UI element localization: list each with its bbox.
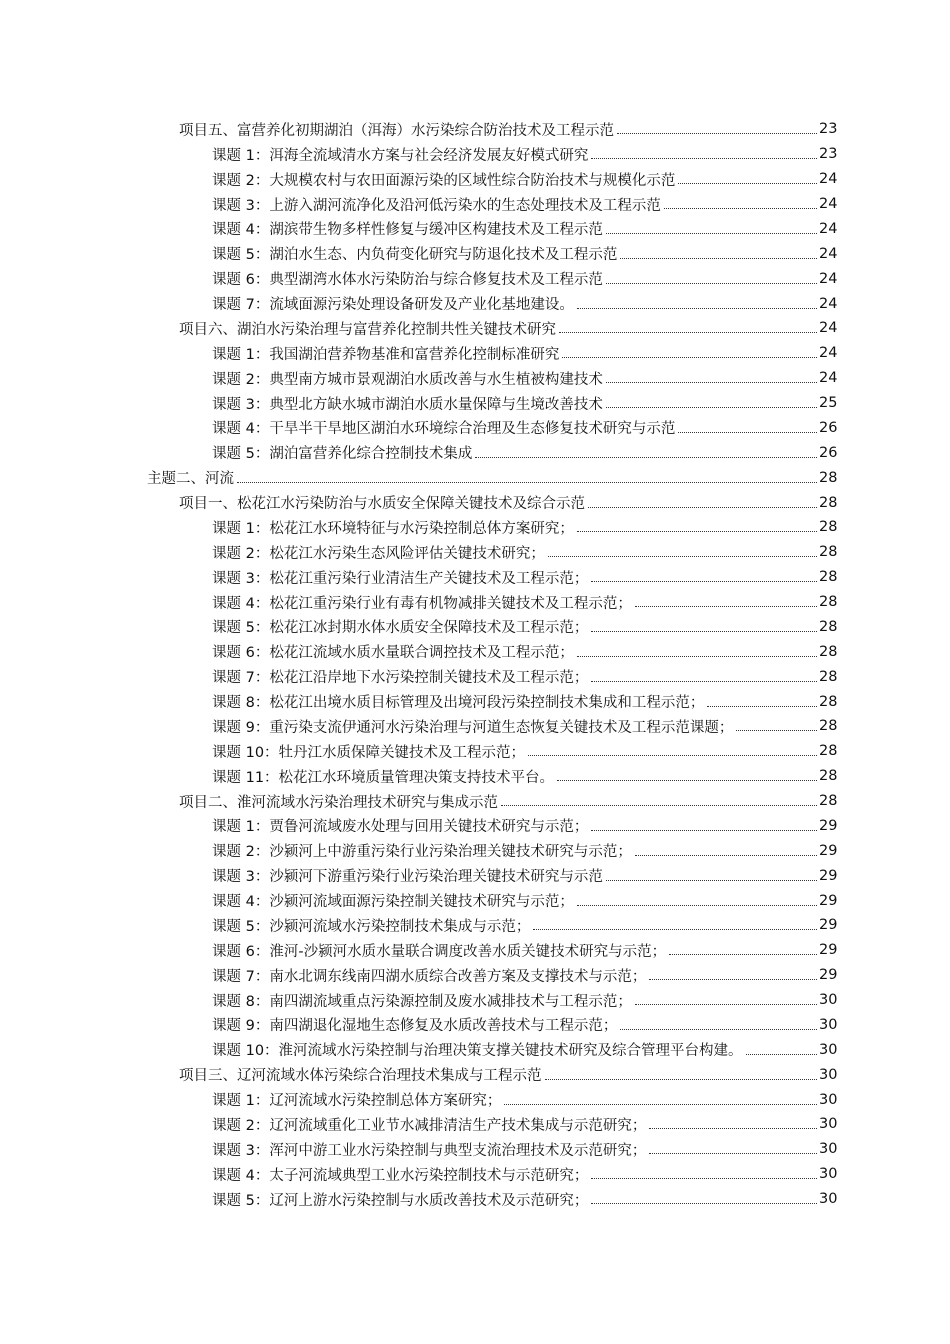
- toc-entry-page-number: 24: [819, 245, 838, 262]
- toc-entry-page-number: 29: [819, 917, 838, 934]
- toc-entry[interactable]: [0, 838, 950, 863]
- toc-entry-title: 课题 10：牡丹江水质保障关键技术及工程示范；: [212, 744, 526, 761]
- toc-entry[interactable]: [0, 1162, 950, 1187]
- toc-entry-page-number: 26: [819, 419, 838, 436]
- dot-leader: [617, 132, 817, 134]
- toc-entry-page-number: 28: [819, 743, 838, 760]
- toc-entry[interactable]: [0, 1062, 950, 1087]
- toc-entry[interactable]: [0, 615, 950, 640]
- toc-entry-title: 课题 10：淮河流域水污染控制与治理决策支撑关键技术研究及综合管理平台构建。: [212, 1043, 743, 1060]
- toc-entry-page-number: 25: [819, 395, 838, 412]
- toc-entry-page-number: 30: [819, 1066, 838, 1083]
- toc-entry-title: 项目二、淮河流域水污染治理技术研究与集成示范: [179, 794, 498, 811]
- toc-entry-page-number: 28: [819, 693, 838, 710]
- toc-entry-page-number: 24: [819, 171, 838, 188]
- toc-entry-page-number: 28: [819, 718, 838, 735]
- dot-leader: [678, 431, 817, 433]
- toc-entry-title: 课题 7：流域面源污染处理设备研发及产业化基地建设。: [212, 297, 574, 314]
- toc-entry-title: 课题 2：大规模农村与农田面源污染的区域性综合防治技术与规模化示范: [212, 172, 676, 189]
- toc-entry-title: 课题 5：湖泊富营养化综合控制技术集成: [212, 446, 473, 463]
- toc-entry-page-number: 30: [819, 1191, 838, 1208]
- dot-leader: [591, 157, 817, 159]
- toc-entry-title: 课题 11：松花江水环境质量管理决策支持技术平台。: [212, 769, 555, 786]
- dot-leader: [606, 879, 817, 881]
- dot-leader: [533, 928, 817, 930]
- dot-leader: [577, 904, 817, 906]
- dot-leader: [707, 705, 817, 707]
- toc-entry-title: 课题 3：上游入湖河流净化及沿河低污染水的生态处理技术及工程示范: [212, 197, 661, 214]
- toc-entry[interactable]: [0, 1037, 950, 1062]
- dot-leader: [649, 1152, 817, 1154]
- toc-entry-page-number: 28: [819, 544, 838, 561]
- toc-entry-title: 课题 9：重污染支流伊通河水污染治理与河道生态恢复关键技术及工程示范课题；: [212, 719, 734, 736]
- toc-entry-page-number: 28: [819, 793, 838, 810]
- dot-leader: [577, 655, 817, 657]
- toc-entry-title: 课题 1：我国湖泊营养物基准和富营养化控制标准研究: [212, 346, 560, 363]
- toc-entry-title: 课题 8：松花江出境水质目标管理及出境河段污染控制技术集成和工程示范；: [212, 695, 705, 712]
- dot-leader: [635, 854, 817, 856]
- toc-entry[interactable]: [0, 814, 950, 839]
- toc-entry-title: 课题 9：南四湖退化湿地生态修复及水质改善技术与工程示范；: [212, 1018, 618, 1035]
- toc-entry[interactable]: [0, 291, 950, 316]
- dot-leader: [591, 580, 817, 582]
- toc-entry[interactable]: [0, 217, 950, 242]
- dot-leader: [562, 356, 817, 358]
- dot-leader: [501, 804, 817, 806]
- dot-leader: [736, 729, 817, 731]
- toc-entry[interactable]: [0, 565, 950, 590]
- toc-entry-page-number: 29: [819, 867, 838, 884]
- toc-entry-title: 课题 3：沙颍河下游重污染行业污染治理关键技术研究与示范: [212, 869, 603, 886]
- dot-leader: [620, 1028, 817, 1030]
- dot-leader: [746, 1053, 817, 1055]
- toc-entry[interactable]: [0, 391, 950, 416]
- toc-entry[interactable]: [0, 1187, 950, 1212]
- toc-entry-title: 课题 6：典型湖湾水体水污染防治与综合修复技术及工程示范: [212, 272, 603, 289]
- toc-entry-title: 课题 4：干旱半干旱地区湖泊水环境综合治理及生态修复技术研究与示范: [212, 421, 676, 438]
- dot-leader: [678, 182, 817, 184]
- dot-leader: [528, 754, 817, 756]
- toc-entry-page-number: 30: [819, 992, 838, 1009]
- toc-entry-page-number: 28: [819, 469, 838, 486]
- dot-leader: [664, 207, 817, 209]
- toc-entry-title: 课题 4：松花江重污染行业有毒有机物减排关键技术及工程示范；: [212, 595, 632, 612]
- toc-entry[interactable]: [0, 316, 950, 341]
- toc-entry-page-number: 29: [819, 942, 838, 959]
- dot-leader: [545, 1078, 818, 1080]
- toc-entry-page-number: 28: [819, 668, 838, 685]
- toc-entry-page-number: 28: [819, 594, 838, 611]
- toc-entry[interactable]: [0, 988, 950, 1013]
- toc-entry-title: 课题 3：典型北方缺水城市湖泊水质水量保障与生境改善技术: [212, 396, 603, 413]
- dot-leader: [591, 630, 817, 632]
- toc-entry[interactable]: [0, 142, 950, 167]
- toc-entry[interactable]: [0, 341, 950, 366]
- toc-entry[interactable]: [0, 689, 950, 714]
- dot-leader: [635, 605, 817, 607]
- toc-entry-page-number: 24: [819, 220, 838, 237]
- toc-entry-page-number: 29: [819, 892, 838, 909]
- toc-entry-page-number: 23: [819, 146, 838, 163]
- toc-entry[interactable]: [0, 540, 950, 565]
- toc-entry-title: 课题 3：浑河中游工业水污染控制与典型支流治理技术及示范研究；: [212, 1142, 647, 1159]
- dot-leader: [591, 1177, 817, 1179]
- toc-entry-title: 课题 1：贾鲁河流域废水处理与回用关键技术研究与示范；: [212, 819, 589, 836]
- toc-entry-title: 项目三、辽河流域水体污染综合治理技术集成与工程示范: [179, 1068, 542, 1085]
- toc-entry-title: 课题 2：典型南方城市景观湖泊水质改善与水生植被构建技术: [212, 371, 603, 388]
- toc-entry-page-number: 28: [819, 519, 838, 536]
- toc-entry[interactable]: [0, 167, 950, 192]
- toc-entry[interactable]: [0, 515, 950, 540]
- toc-entry-page-number: 29: [819, 967, 838, 984]
- toc-entry-title: 课题 5：湖泊水生态、内负荷变化研究与防退化技术及工程示范: [212, 247, 618, 264]
- toc-entry-page-number: 28: [819, 569, 838, 586]
- toc-entry-page-number: 30: [819, 1166, 838, 1183]
- toc-entry-title: 课题 4：沙颍河流域面源污染控制关键技术研究与示范；: [212, 894, 574, 911]
- toc-entry-title: 课题 6：淮河-沙颍河水质水量联合调度改善水质关键技术研究与示范；: [212, 943, 667, 960]
- toc-entry[interactable]: [0, 416, 950, 441]
- dot-leader: [591, 829, 817, 831]
- toc-entry-title: 课题 5：松花江冰封期水体水质安全保障技术及工程示范；: [212, 620, 589, 637]
- dot-leader: [635, 1003, 817, 1005]
- dot-leader: [591, 680, 817, 682]
- toc-entry-page-number: 28: [819, 494, 838, 511]
- toc-entry-title: 主题二、河流: [147, 471, 234, 488]
- toc-entry[interactable]: [0, 590, 950, 615]
- dot-leader: [237, 481, 817, 483]
- toc-entry-page-number: 30: [819, 1141, 838, 1158]
- dot-leader: [475, 456, 817, 458]
- dot-leader: [557, 779, 817, 781]
- toc-entry[interactable]: [0, 739, 950, 764]
- toc-entry[interactable]: [0, 366, 950, 391]
- toc-entry[interactable]: [0, 913, 950, 938]
- toc-entry[interactable]: [0, 1087, 950, 1112]
- toc-entry[interactable]: [0, 1013, 950, 1038]
- toc-entry[interactable]: [0, 117, 950, 142]
- toc-entry[interactable]: [0, 490, 950, 515]
- toc-entry-page-number: 26: [819, 444, 838, 461]
- toc-entry-page-number: 30: [819, 1091, 838, 1108]
- toc-entry[interactable]: [0, 1112, 950, 1137]
- toc-entry[interactable]: [0, 888, 950, 913]
- toc-entry-title: 课题 4：太子河流域典型工业水污染控制技术与示范研究；: [212, 1167, 589, 1184]
- toc-entry-title: 课题 2：辽河流域重化工业节水减排清洁生产技术集成与示范研究；: [212, 1117, 647, 1134]
- toc-entry-page-number: 30: [819, 1116, 838, 1133]
- toc-entry-title: 课题 1：松花江水环境特征与水污染控制总体方案研究；: [212, 520, 574, 537]
- dot-leader: [620, 257, 817, 259]
- toc-entry-page-number: 30: [819, 1016, 838, 1033]
- dot-leader: [649, 1127, 817, 1129]
- toc-entry-page-number: 30: [819, 1041, 838, 1058]
- toc-entry-title: 课题 3：松花江重污染行业清洁生产关键技术及工程示范；: [212, 570, 589, 587]
- dot-leader: [577, 530, 817, 532]
- dot-leader: [606, 381, 817, 383]
- toc-entry-title: 课题 5：沙颍河流域水污染控制技术集成与示范；: [212, 918, 531, 935]
- dot-leader: [504, 1103, 817, 1105]
- toc-entry[interactable]: [0, 465, 950, 490]
- dot-leader: [588, 506, 817, 508]
- toc-entry-title: 课题 1：辽河流域水污染控制总体方案研究；: [212, 1093, 502, 1110]
- toc-entry[interactable]: [0, 664, 950, 689]
- toc-entry-page-number: 29: [819, 817, 838, 834]
- toc-entry-page-number: 24: [819, 196, 838, 213]
- toc-entry-page-number: 29: [819, 842, 838, 859]
- toc-entry[interactable]: [0, 714, 950, 739]
- dot-leader: [606, 406, 817, 408]
- toc-entry[interactable]: [0, 241, 950, 266]
- toc-entry-title: 课题 7：松花江沿岸地下水污染控制关键技术及工程示范；: [212, 670, 589, 687]
- toc-entry-title: 课题 7：南水北调东线南四湖水质综合改善方案及支撑技术与示范；: [212, 968, 647, 985]
- dot-leader: [548, 555, 817, 557]
- toc-entry[interactable]: [0, 963, 950, 988]
- dot-leader: [649, 978, 817, 980]
- toc-entry[interactable]: [0, 639, 950, 664]
- toc-entry-title: 课题 5：辽河上游水污染控制与水质改善技术及示范研究；: [212, 1192, 589, 1209]
- toc-entry[interactable]: [0, 266, 950, 291]
- toc-entry[interactable]: [0, 440, 950, 465]
- toc-entry-title: 课题 6：松花江流域水质水量联合调控技术及工程示范；: [212, 645, 574, 662]
- toc-entry-title: 课题 1：洱海全流域清水方案与社会经济发展友好模式研究: [212, 147, 589, 164]
- toc-entry-title: 项目六、湖泊水污染治理与富营养化控制共性关键技术研究: [179, 321, 556, 338]
- toc-entry-title: 课题 4：湖滨带生物多样性修复与缓冲区构建技术及工程示范: [212, 222, 603, 239]
- toc-entry-page-number: 28: [819, 768, 838, 785]
- toc-entry[interactable]: [0, 764, 950, 789]
- toc-entry-title: 课题 8：南四湖流域重点污染源控制及废水减排技术与工程示范；: [212, 993, 632, 1010]
- toc-entry[interactable]: [0, 789, 950, 814]
- toc-entry[interactable]: [0, 192, 950, 217]
- table-of-contents: [0, 117, 950, 1212]
- dot-leader: [559, 331, 817, 333]
- toc-entry-title: 课题 2：沙颍河上中游重污染行业污染治理关键技术研究与示范；: [212, 844, 632, 861]
- toc-entry-page-number: 28: [819, 643, 838, 660]
- toc-entry-title: 项目五、富营养化初期湖泊（洱海）水污染综合防治技术及工程示范: [179, 122, 614, 139]
- dot-leader: [591, 1202, 817, 1204]
- toc-entry[interactable]: [0, 938, 950, 963]
- toc-entry-page-number: 28: [819, 618, 838, 635]
- toc-entry[interactable]: [0, 863, 950, 888]
- toc-entry-page-number: 24: [819, 320, 838, 337]
- dot-leader: [577, 307, 817, 309]
- toc-entry[interactable]: [0, 1137, 950, 1162]
- toc-entry-page-number: 23: [819, 121, 838, 138]
- toc-entry-page-number: 24: [819, 345, 838, 362]
- toc-entry-page-number: 24: [819, 270, 838, 287]
- dot-leader: [606, 232, 817, 234]
- dot-leader: [606, 282, 817, 284]
- dot-leader: [669, 953, 817, 955]
- toc-entry-page-number: 24: [819, 295, 838, 312]
- toc-entry-page-number: 24: [819, 370, 838, 387]
- toc-entry-title: 课题 2：松花江水污染生态风险评估关键技术研究；: [212, 545, 545, 562]
- toc-entry-title: 项目一、松花江水污染防治与水质安全保障关键技术及综合示范: [179, 496, 585, 513]
